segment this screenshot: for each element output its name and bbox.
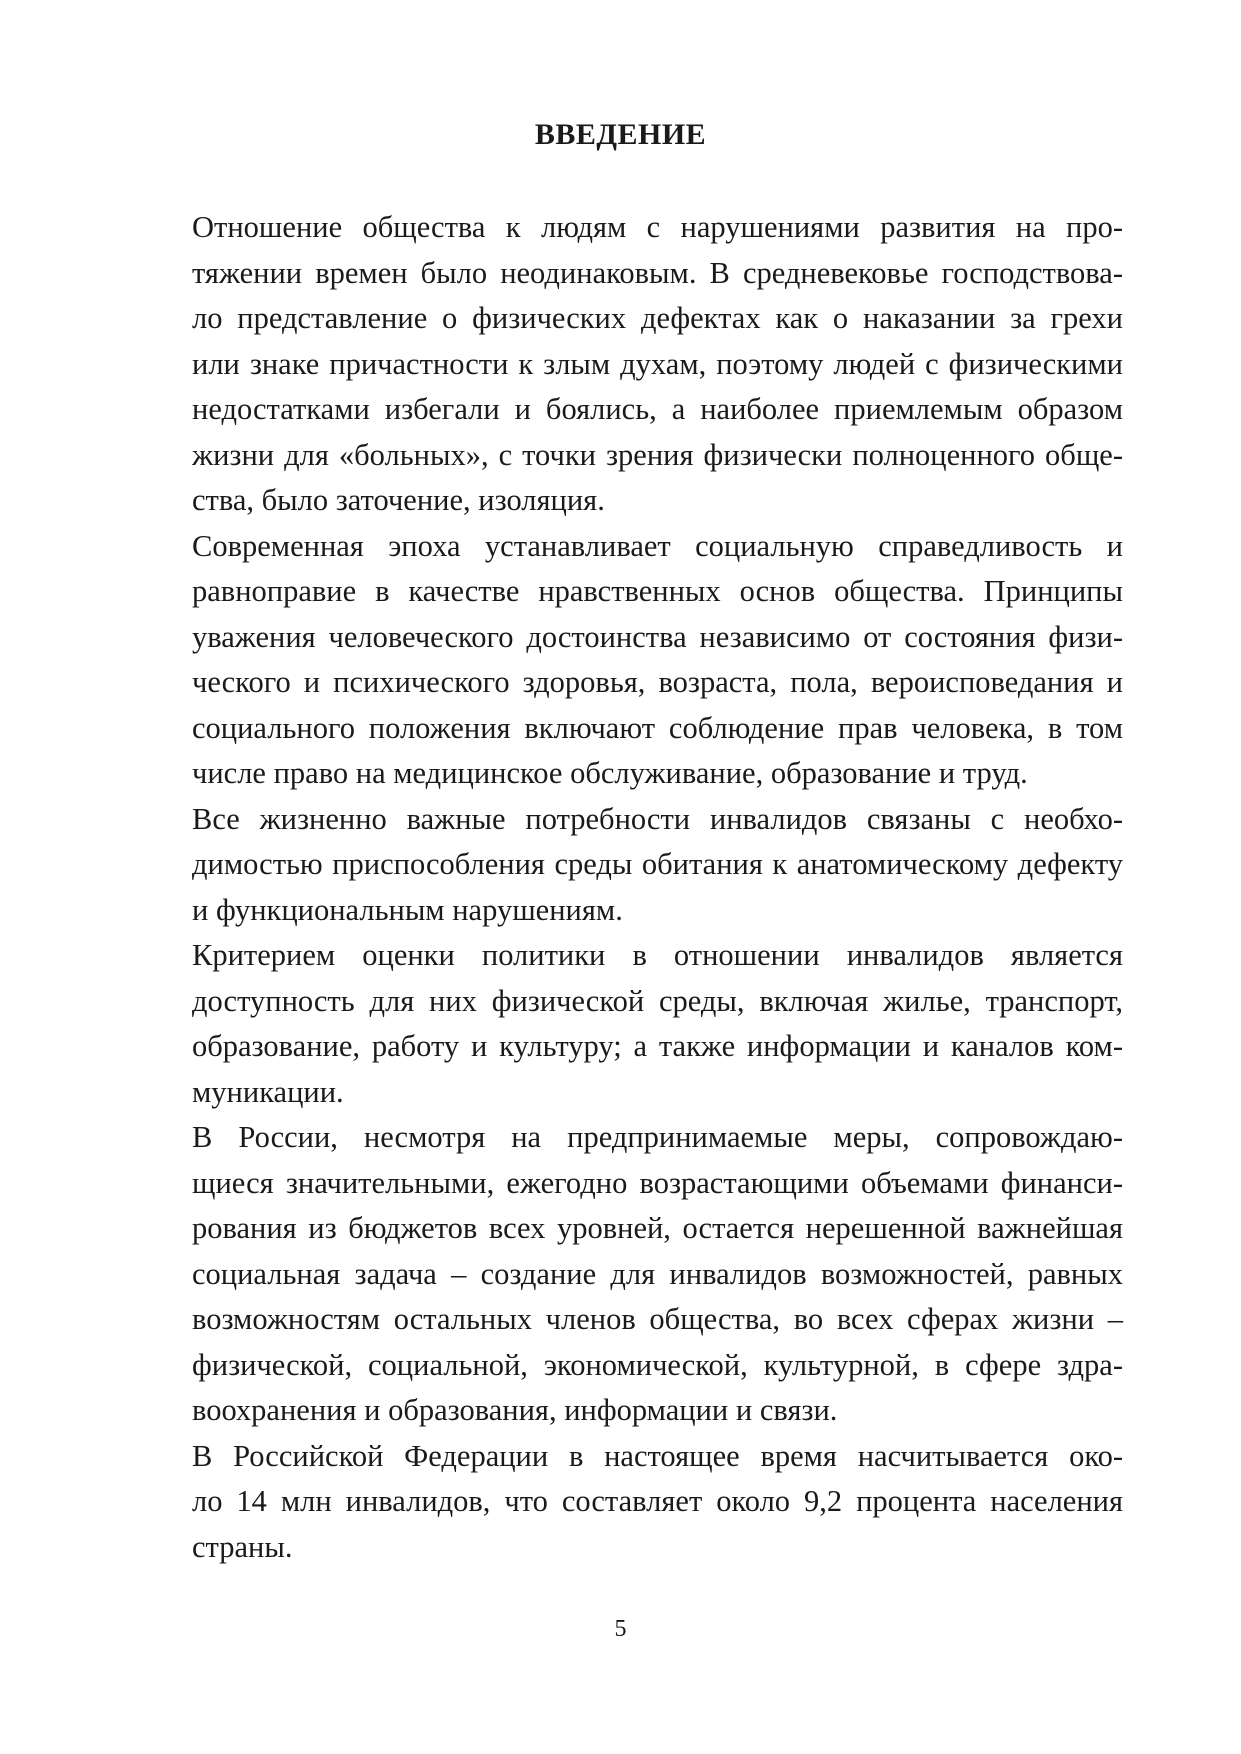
text-line: щиеся значительными, ежегодно возрастающими объемами финанси- <box>192 1165 1123 1200</box>
paragraph-5 <box>118 1115 1123 1434</box>
text-line: димостью приспособления среды обитания к анатомическому дефекту <box>192 847 1123 881</box>
text-line: В Российской Федерации в настоящее время насчитывается око- <box>192 1438 1123 1473</box>
text-line: ческого и психического здоровья, возраста, пола, вероисповедания и <box>192 665 1123 699</box>
text-line: социальная задача – создание для инвалидов возможностей, равных <box>192 1256 1123 1291</box>
text-line: ло представление о физических дефектах как о наказании за грехи <box>192 301 1123 335</box>
text-line: тяжении времен было неодинаковым. В средневековье господствова- <box>192 255 1123 290</box>
text-line: социального положения включают соблюдение прав человека, в том <box>192 710 1123 745</box>
body-text <box>118 205 1123 1570</box>
text-line: Все жизненно важные потребности инвалидов связаны с необхо- <box>192 801 1123 836</box>
text-line: рования из бюджетов всех уровней, остается нерешенной важнейшая <box>192 1211 1123 1245</box>
text-line: жизни для «больных», с точки зрения физически полноценного обще- <box>192 437 1123 472</box>
text-line: Критерием оценки политики в отношении инвалидов является <box>192 938 1123 972</box>
paragraph-1 <box>118 205 1123 524</box>
paragraph-6 <box>118 1434 1123 1571</box>
text-line: числе право на медицинское обслуживание, образование и труд. <box>192 756 1028 790</box>
text-line: воохранения и образования, информации и связи. <box>192 1393 838 1427</box>
text-line: и функциональным нарушениям. <box>192 892 623 927</box>
document-page <box>118 0 1123 1754</box>
text-line: равноправие в качестве нравственных основ общества. Принципы <box>192 574 1123 608</box>
section-heading: ВВЕДЕНИЕ <box>534 118 707 151</box>
page-number: 5 <box>614 1616 627 1642</box>
text-line: доступность для них физической среды, включая жилье, транспорт, <box>192 983 1123 1018</box>
paragraph-4 <box>118 933 1123 1115</box>
paragraph-3 <box>118 797 1123 934</box>
text-line: возможностям остальных членов общества, во всех сферах жизни – <box>192 1302 1123 1336</box>
text-line: уважения человеческого достоинства независимо от состояния физи- <box>192 619 1123 654</box>
text-line: физической, социальной, экономической, культурной, в сфере здра- <box>192 1347 1123 1382</box>
paragraph-2 <box>118 524 1123 797</box>
text-line: образование, работу и культуру; а также информации и каналов ком- <box>192 1029 1123 1063</box>
text-line: муникации. <box>192 1074 344 1109</box>
text-line: Отношение общества к людям с нарушениями развития на про- <box>192 210 1123 244</box>
text-line: или знаке причастности к злым духам, поэтому людей с физическими <box>192 346 1123 381</box>
text-line: ло 14 млн инвалидов, что составляет около 9,2 процента населения <box>192 1484 1123 1518</box>
text-line: В России, несмотря на предпринимаемые меры, сопровождаю- <box>192 1120 1123 1154</box>
text-line: Современная эпоха устанавливает социальную справедливость и <box>192 528 1123 563</box>
text-line: недостатками избегали и боялись, а наиболее приемлемым образом <box>192 392 1123 426</box>
text-line: ства, было заточение, изоляция. <box>192 483 605 517</box>
text-line: страны. <box>192 1529 293 1564</box>
